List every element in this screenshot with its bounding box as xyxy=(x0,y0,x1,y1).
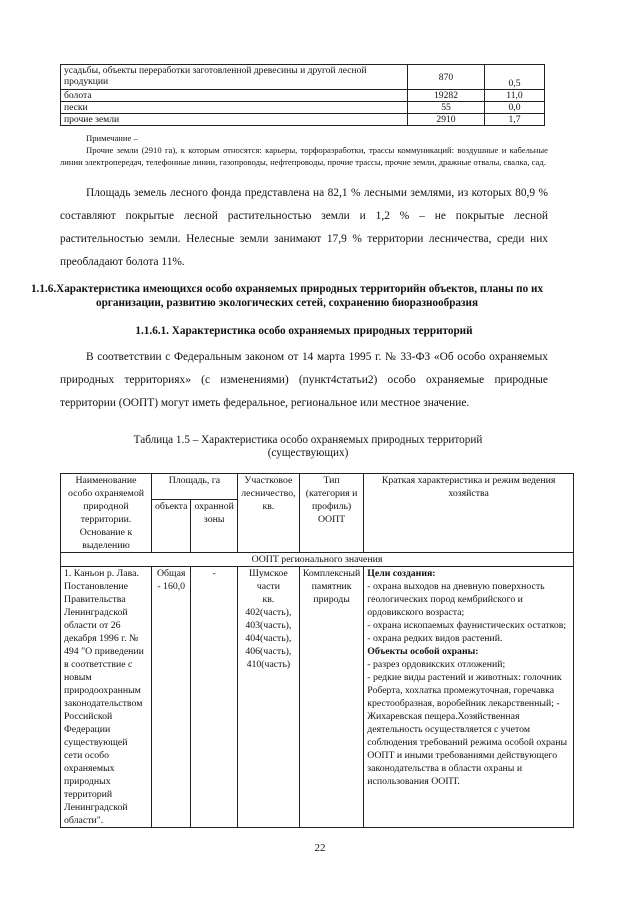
table-header-row xyxy=(61,474,574,500)
paragraph: Площадь земель лесного фонда представлена на 82,1 % лесными землями, из которых 80,9 % составляют покрытые лесной растительностью земли и 1,2 % – не покрытые лесной растительностью земли. Нелесные земли занимают 17,9 % территории лесничества, среди них преобладают болота 11%. xyxy=(60,187,548,268)
section-heading: 1.1.6.Характеристика имеющихся особо охраняемых природных территорийн объектов, планы по их организации, развитию экологических сетей, сохранению биоразнообразия xyxy=(30,283,544,309)
goals-title: Цели создания: xyxy=(367,568,436,579)
parts-line: части xyxy=(256,581,280,592)
table-cell: 19282 xyxy=(408,90,485,102)
table-cell: 11,0 xyxy=(485,90,545,102)
header-area-object: объекта xyxy=(152,500,191,553)
table-cell: болота xyxy=(61,90,408,102)
table-cell: 0,0 xyxy=(485,102,545,114)
parts-line: 406(часть), xyxy=(245,646,292,657)
note-label: Примечание – xyxy=(86,133,138,143)
land-table xyxy=(60,64,545,126)
table-section-row xyxy=(61,553,574,567)
object-item: - редкие виды растений и животных: голочник Роберта, хохлатка промежуточная, горечавка крестообразная, воробейник лекарственный; - Жихаревская пещера.Хозяйственная деятельность осуществляется с учетом соблюдения требований режима особой охраны ООПТ и иными требованиями действующего законодательства в области охраны и использования ООПТ. xyxy=(367,672,568,787)
table-row xyxy=(61,114,545,126)
note-text: Прочие земли (2910 га), к которым относятся: карьеры, торфоразработки, трассы коммуникаций: воздушные и кабельные линии электропередач, телефонные линии, газопроводы, нефтепроводы, прочие трассы, прочие земли, дражные отвалы, свалка, сад. xyxy=(60,145,548,167)
oopt-table xyxy=(60,473,574,828)
oopt-desc xyxy=(364,567,574,828)
parts-line: Шумское xyxy=(248,568,288,579)
table-cell: 1,7 xyxy=(485,114,545,126)
table-caption: Таблица 1.5 – Характеристика особо охраняемых природных территорий (существующих) xyxy=(133,434,483,459)
objects-title: Объекты особой охраны: xyxy=(367,646,479,657)
table-cell: усадьбы, объекты переработки заготовленной древесины и другой лесной продукции xyxy=(61,65,408,90)
header-type: Тип (категория и профиль) ООПТ xyxy=(299,474,363,553)
table-cell: 870 xyxy=(408,65,485,90)
parts-line: 404(часть), xyxy=(245,633,292,644)
goal-item: - охрана выходов на дневную поверхность геологических пород кембрийского и ордовикского возраста; xyxy=(367,581,545,618)
oopt-area-zone: - xyxy=(191,567,237,828)
table-row xyxy=(61,102,545,114)
parts-line: кв. xyxy=(262,594,275,605)
oopt-parts xyxy=(237,567,299,828)
table-row xyxy=(61,65,545,90)
page-number: 22 xyxy=(314,842,326,854)
subsection-heading: 1.1.6.1. Характеристика особо охраняемых природных территорий xyxy=(135,325,473,337)
table-row xyxy=(61,567,574,828)
table-cell: 0,5 xyxy=(485,65,545,90)
goal-item: - охрана редких видов растений. xyxy=(367,633,503,644)
table-cell: прочие земли xyxy=(61,114,408,126)
oopt-type: Комплексный памятник природы xyxy=(299,567,363,828)
table-cell: 55 xyxy=(408,102,485,114)
header-parts: Участковое лесничество, кв. xyxy=(237,474,299,553)
parts-line: 402(часть), xyxy=(245,607,292,618)
table-cell: пески xyxy=(61,102,408,114)
header-area: Площадь, га xyxy=(152,474,238,500)
oopt-area-object: Общая - 160,0 xyxy=(152,567,191,828)
table-row xyxy=(61,90,545,102)
object-item: - разрез ордовикских отложений; xyxy=(367,659,506,670)
section-label: ООПТ регионального значения xyxy=(61,553,574,567)
header-name: Наименование особо охраняемой природной территории. Основание к выделению xyxy=(61,474,152,553)
oopt-name: 1. Каньон р. Лава. Постановление Правительства Ленинградской области от 26 декабря 1996 г. № 494 "О приведении в соответствие с новым природоохранным законодательством Российской Федерации существующей сети особо охраняемых природных территорий Ленинградской области". xyxy=(61,567,152,828)
paragraph: В соответствии с Федеральным законом от 14 марта 1995 г. № 33-ФЗ «Об особо охраняемых природных территориях» (с изменениями) (пункт4статьи2) особо охраняемые природные территории (ООПТ) могут иметь федеральное, региональное или местное значение. xyxy=(60,351,548,409)
parts-line: 403(часть), xyxy=(245,620,292,631)
table-cell: 2910 xyxy=(408,114,485,126)
goal-item: - охрана ископаемых фаунистических остатков; xyxy=(367,620,567,631)
header-desc: Краткая характеристика и режим ведения хозяйства xyxy=(364,474,574,553)
parts-line: 410(часть) xyxy=(246,659,291,670)
header-area-zone: охранной зоны xyxy=(191,500,237,553)
